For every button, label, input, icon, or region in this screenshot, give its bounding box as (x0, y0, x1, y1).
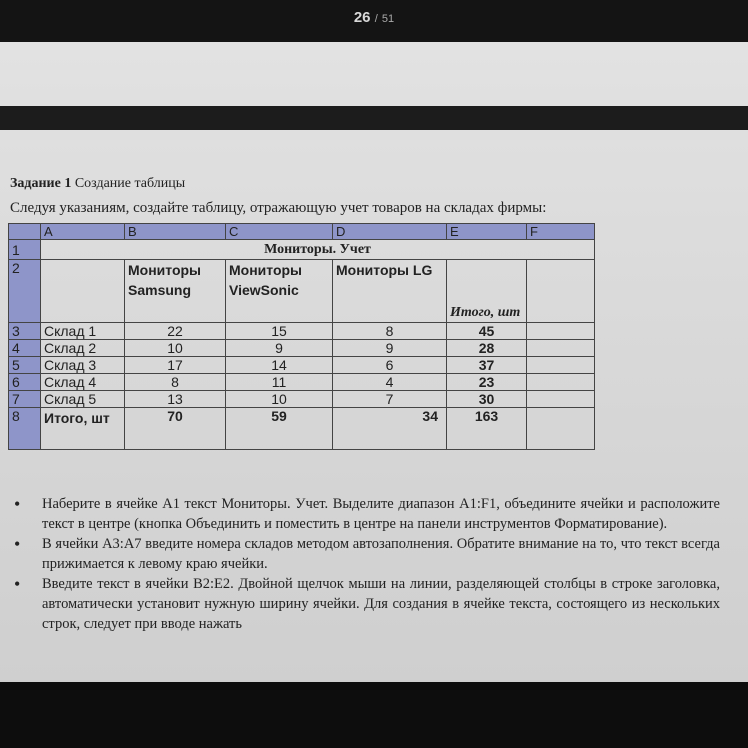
col-header-d: D (333, 224, 447, 240)
table-cell: 11 (226, 374, 333, 391)
row-number: 1 (9, 240, 41, 260)
row-number: 4 (9, 340, 41, 357)
table-cell (527, 323, 595, 340)
row-number: 5 (9, 357, 41, 374)
total-row (9, 408, 595, 450)
table-cell: 28 (447, 340, 527, 357)
page-indicator[interactable] (0, 9, 748, 26)
page-current: 26 (353, 9, 371, 26)
table-cell: 8 (125, 374, 226, 391)
row-number: 8 (9, 408, 41, 450)
row-number: 6 (9, 374, 41, 391)
corner-cell (9, 224, 41, 240)
viewer-toolbar (0, 0, 748, 42)
table-row (9, 357, 595, 374)
table-cell: 30 (447, 391, 527, 408)
table-cell (527, 340, 595, 357)
table-cell: 7 (333, 391, 447, 408)
col-header-c: C (226, 224, 333, 240)
row-number: 3 (9, 323, 41, 340)
table-cell: 23 (447, 374, 527, 391)
task-intro: Следуя указаниям, создайте таблицу, отражающую учет товаров на складах фирмы: (10, 200, 547, 216)
table-cell: 70 (125, 408, 226, 450)
col-header-f: F (527, 224, 595, 240)
column-header-row (9, 224, 595, 240)
table-cell: 34 (333, 408, 447, 450)
table-cell: 8 (333, 323, 447, 340)
col-header-e: E (447, 224, 527, 240)
table-cell: 59 (226, 408, 333, 450)
table-cell (527, 391, 595, 408)
task-heading-bold: Задание 1 (10, 176, 72, 191)
page-header-band (0, 106, 748, 130)
table-cell: 10 (125, 340, 226, 357)
table-cell: 13 (125, 391, 226, 408)
table-cell (527, 408, 595, 450)
table-cell: Склад 1 (41, 323, 125, 340)
table-cell (527, 260, 595, 323)
table-cell: 15 (226, 323, 333, 340)
table-cell: 10 (226, 391, 333, 408)
list-item: • Наберите в ячейке A1 текст Мониторы. Учет. Выделите диапазон A1:F1, объедините ячейки и расположите текст в центре (кнопка Объединить и поместить в центре на панели инструментов Форматирование). (10, 494, 720, 534)
table-cell (41, 260, 125, 323)
table-cell: Склад 2 (41, 340, 125, 357)
table-row (9, 240, 595, 260)
col-header-b: B (125, 224, 226, 240)
task-heading-rest: Создание таблицы (71, 176, 186, 191)
table-cell: 4 (333, 374, 447, 391)
table-cell: 9 (333, 340, 447, 357)
table-cell (527, 374, 595, 391)
table-cell: Склад 5 (41, 391, 125, 408)
table-row (9, 323, 595, 340)
header-cell-lg: Мониторы LG (333, 260, 447, 323)
table-row (9, 260, 595, 323)
col-header-a: A (41, 224, 125, 240)
table-cell (527, 357, 595, 374)
table-row (9, 340, 595, 357)
table-cell: 9 (226, 340, 333, 357)
header-cell-total: Итого, шт (447, 260, 527, 323)
page-total: 51 (381, 13, 395, 25)
table-title-cell: Мониторы. Учет (41, 240, 595, 260)
page-separator: / (374, 13, 378, 25)
row-number: 7 (9, 391, 41, 408)
table-cell: 37 (447, 357, 527, 374)
header-cell-samsung: Мониторы Samsung (125, 260, 226, 323)
list-item: • В ячейки A3:A7 введите номера складов методом автозаполнения. Обратите внимание на то, что текст всегда прижимается к левому краю ячейки. (10, 534, 720, 574)
table-cell: 22 (125, 323, 226, 340)
screen-bezel (0, 682, 748, 748)
table-cell: 163 (447, 408, 527, 450)
table-cell: 6 (333, 357, 447, 374)
header-cell-viewsonic: Мониторы ViewSonic (226, 260, 333, 323)
table-cell: 45 (447, 323, 527, 340)
table-cell: 14 (226, 357, 333, 374)
total-label-cell: Итого, шт (41, 408, 125, 450)
table-cell: Склад 4 (41, 374, 125, 391)
task-heading (10, 176, 185, 192)
table-cell: Склад 3 (41, 357, 125, 374)
row-number: 2 (9, 260, 41, 323)
instruction-list (10, 494, 720, 634)
table-cell: 17 (125, 357, 226, 374)
spreadsheet-table (8, 223, 595, 450)
table-row (9, 374, 595, 391)
list-item: • Введите текст в ячейки B2:E2. Двойной щелчок мыши на линии, разделяющей столбцы в строке заголовка, автоматически установит нужную ширину ячейки. Для создания в ячейке текста, состоящего из нескольких строк, следует при вводе нажать (10, 574, 720, 634)
table-row (9, 391, 595, 408)
